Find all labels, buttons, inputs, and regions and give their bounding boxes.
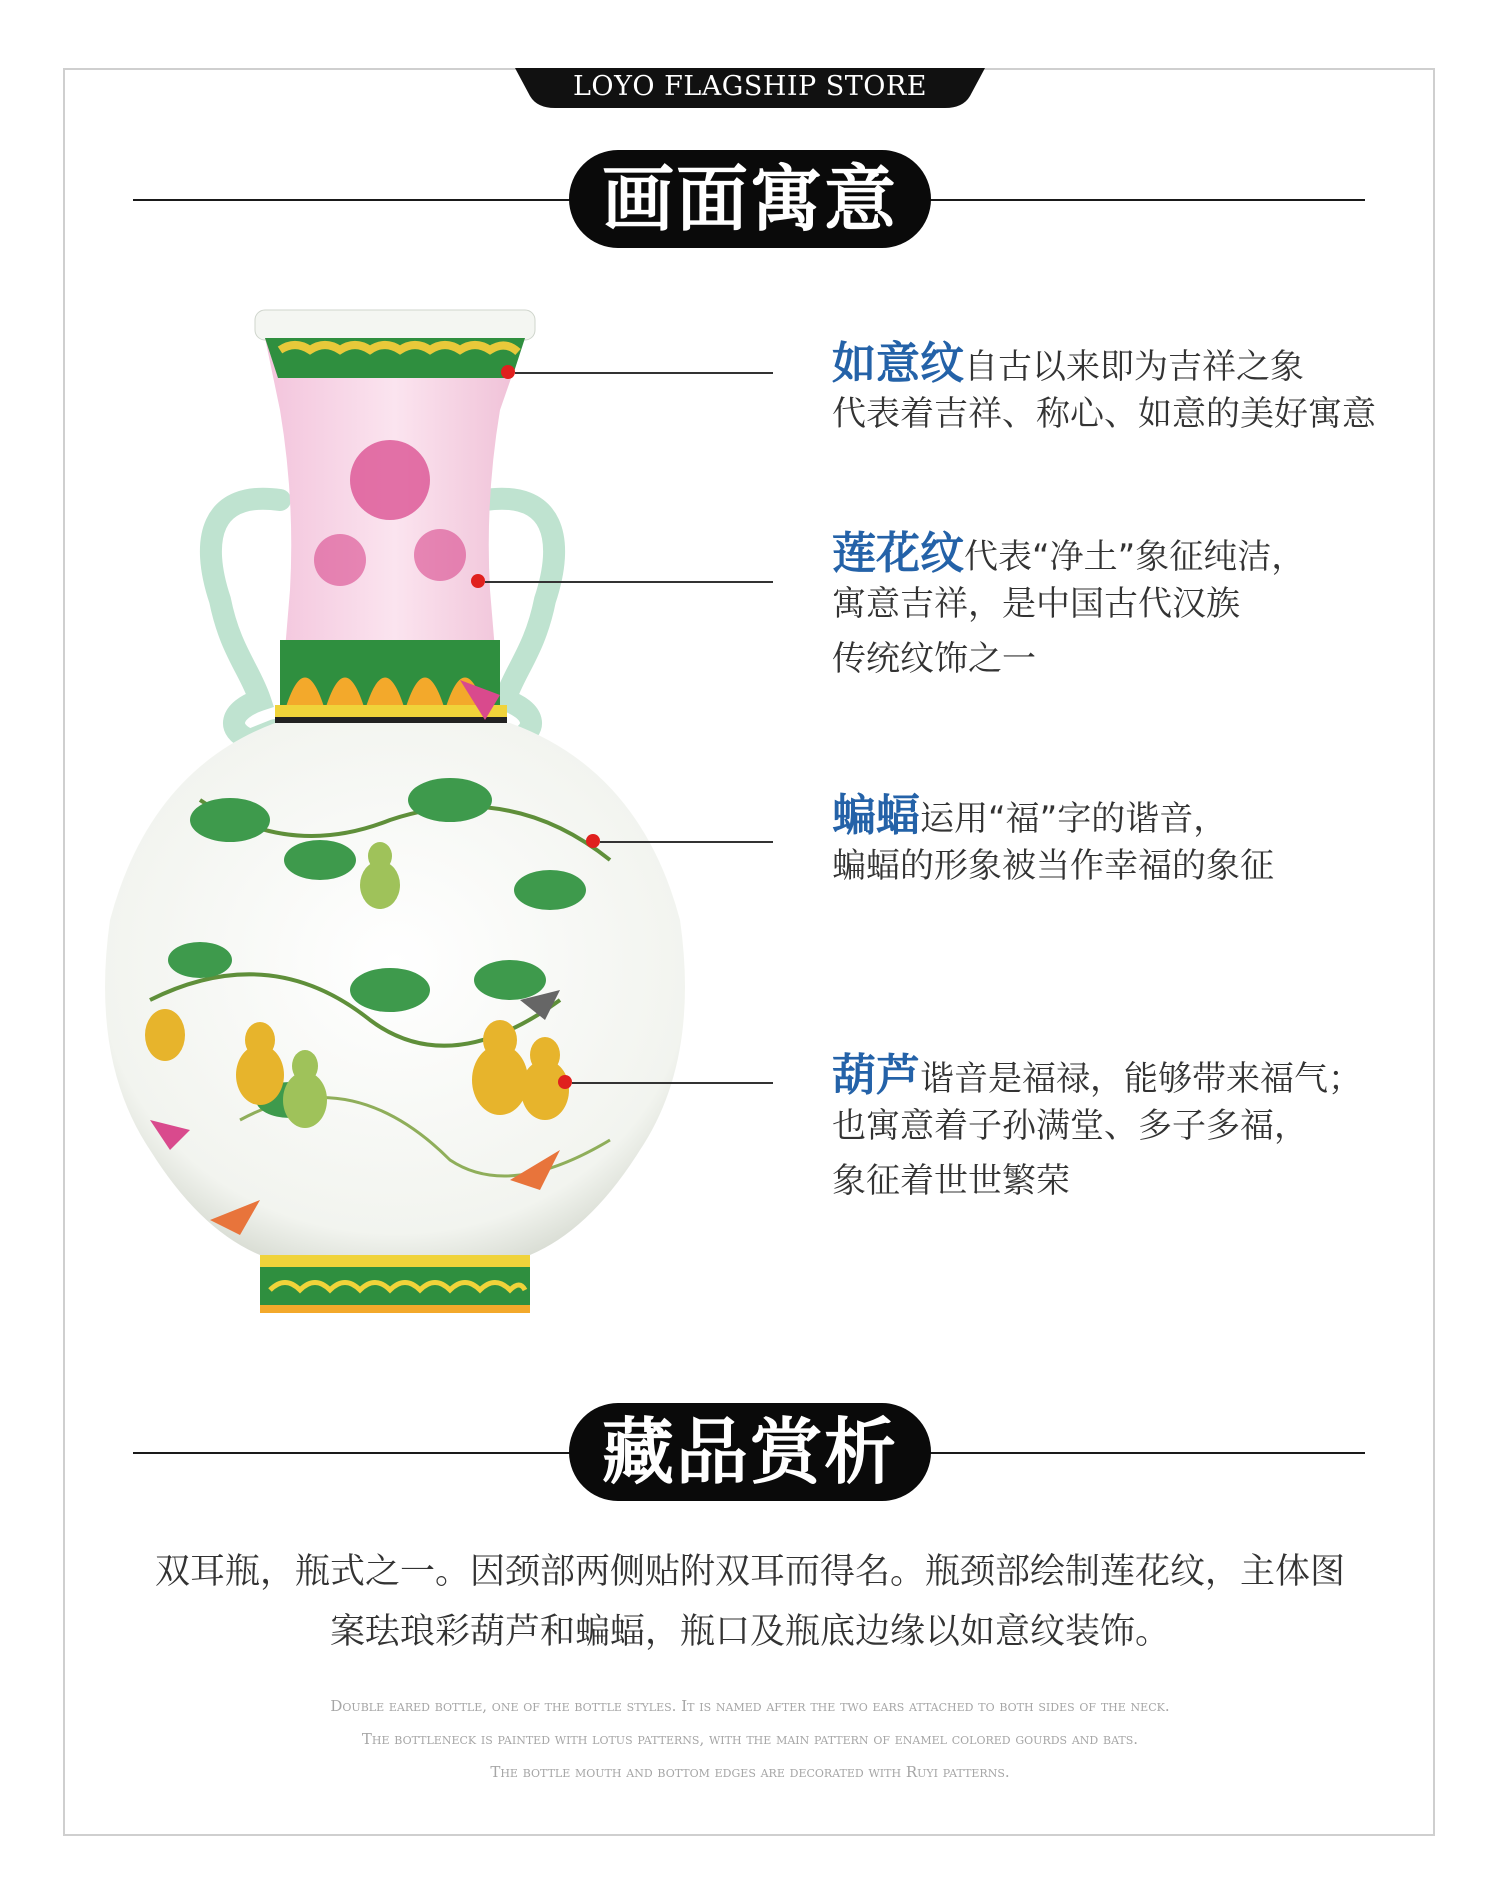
callout-line-lotus xyxy=(485,581,773,583)
summary-text xyxy=(140,1542,1360,1662)
section-title-meaning: 画面寓意 xyxy=(569,150,931,248)
divider-left xyxy=(133,199,573,201)
store-name: LOYO FLAGSHIP STORE xyxy=(573,71,927,102)
divider-left xyxy=(133,1452,573,1454)
callout-marker-lotus xyxy=(471,574,485,588)
callout-text: 运用“福”字的谐音， xyxy=(920,799,1228,839)
english-description xyxy=(140,1690,1360,1789)
callout-line: 寓意吉祥，是中国古代汉族 xyxy=(832,584,1240,624)
callout-keyword: 蝙蝠 xyxy=(832,790,920,841)
callout-marker-gourd xyxy=(558,1075,572,1089)
callout-text: 代表“净土”象征纯洁， xyxy=(964,537,1306,577)
callout-text: 自古以来即为吉祥之象 xyxy=(964,347,1304,387)
callout-ruyi xyxy=(832,340,1392,438)
section-title-appreciation: 藏品赏析 xyxy=(569,1403,931,1501)
vase-illustration xyxy=(90,300,710,1360)
english-line: The bottle mouth and bottom edges are decorated with Ruyi patterns. xyxy=(490,1763,1010,1781)
divider-right xyxy=(925,199,1365,201)
callout-line: 代表着吉祥、称心、如意的美好寓意 xyxy=(832,394,1376,434)
callout-marker-bat xyxy=(586,834,600,848)
summary-line: 双耳瓶，瓶式之一。因颈部两侧贴附双耳而得名。瓶颈部绘制莲花纹，主体图 xyxy=(154,1552,1345,1592)
callout-keyword: 如意纹 xyxy=(832,338,964,389)
callout-line-bat xyxy=(600,841,773,843)
summary-line: 案珐琅彩葫芦和蝙蝠，瓶口及瓶底边缘以如意纹装饰。 xyxy=(329,1612,1170,1652)
callout-line-ruyi xyxy=(515,372,773,374)
divider-right xyxy=(925,1452,1365,1454)
callout-line: 蝙蝠的形象被当作幸福的象征 xyxy=(832,846,1274,886)
callout-line: 象征着世世繁荣 xyxy=(832,1161,1070,1201)
callout-text: 谐音是福禄，能够带来福气； xyxy=(920,1059,1362,1099)
english-line: Double eared bottle, one of the bottle styles. It is named after the two ears attached to both sides of the neck. xyxy=(330,1697,1170,1715)
callout-bat xyxy=(832,792,1392,890)
english-line: The bottleneck is painted with lotus patterns, with the main pattern of enamel colored gourds and bats. xyxy=(361,1730,1139,1748)
callout-line: 传统纹饰之一 xyxy=(832,639,1036,679)
callout-lotus xyxy=(832,530,1392,683)
store-tab xyxy=(515,68,985,108)
callout-line: 也寓意着子孙满堂、多子多福， xyxy=(832,1106,1308,1146)
callout-gourd xyxy=(832,1052,1392,1205)
callout-keyword: 葫芦 xyxy=(832,1050,920,1101)
callout-marker-ruyi xyxy=(501,365,515,379)
callout-keyword: 莲花纹 xyxy=(832,528,964,579)
callout-line-gourd xyxy=(572,1082,773,1084)
